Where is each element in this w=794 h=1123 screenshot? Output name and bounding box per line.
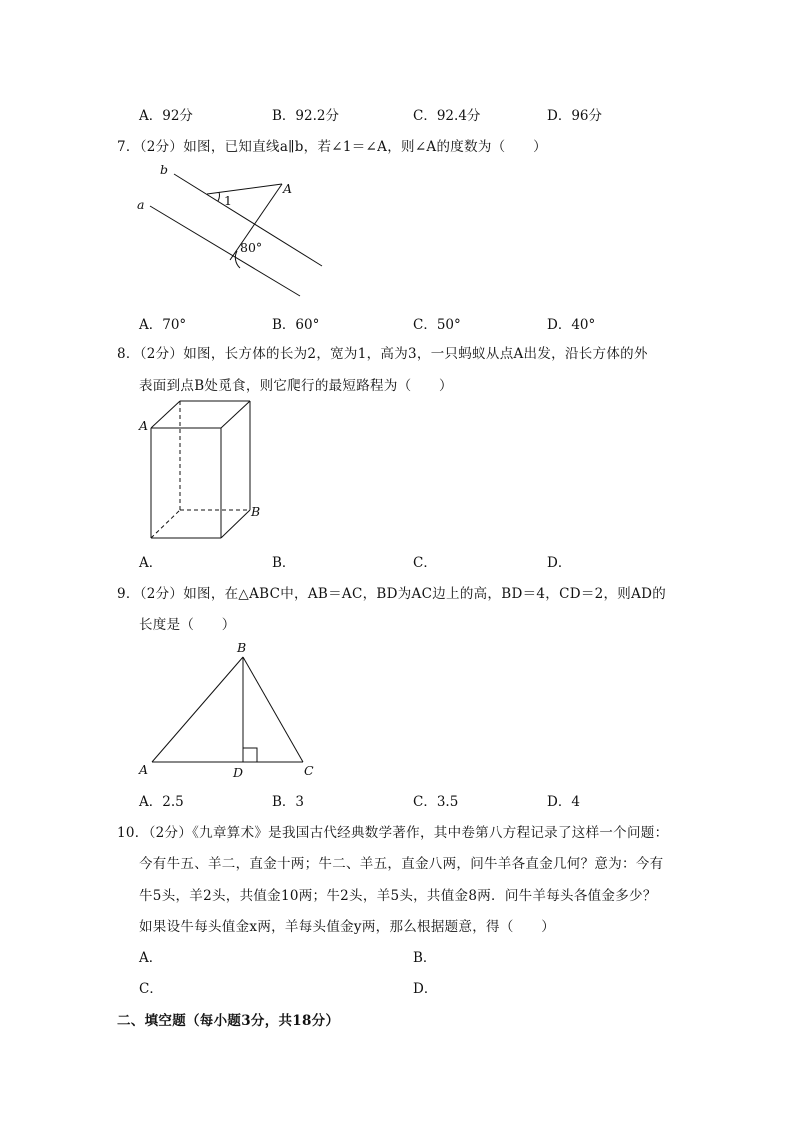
- q10-option-d: D．: [413, 981, 438, 997]
- bottom-right-edge: [221, 510, 250, 538]
- label-angle-1: 1: [224, 193, 232, 208]
- q7-option-a: A．70°: [139, 317, 187, 333]
- q9-option-c: C．3.5: [413, 794, 459, 810]
- label-B: B: [251, 504, 261, 519]
- q10-line4: 如果设牛每头值金x两，羊每头值金y两，那么根据题意，得（ ）: [139, 919, 556, 935]
- q9-stem-line2: 长度是（ ）: [139, 617, 236, 633]
- q10-option-c: C．: [139, 981, 163, 997]
- label-B: B: [237, 640, 247, 655]
- label-a: a: [137, 197, 145, 212]
- q7-option-b: B．60°: [272, 317, 320, 333]
- q7-figure: [130, 160, 340, 305]
- line-a: [150, 206, 300, 296]
- q10-line3: 牛5头，羊2头，共值金10两；牛2头，羊5头，共值金8两．问牛羊每头各值金多少？: [139, 888, 657, 904]
- right-angle-mark: [243, 748, 257, 762]
- q9-option-a: A．2.5: [139, 794, 184, 810]
- q7-option-c: C．50°: [413, 317, 461, 333]
- label-angle-80: 80°: [240, 240, 263, 255]
- section-heading-fill-in: 二、填空题（每小题3分，共18分）: [117, 1013, 340, 1029]
- label-A: A: [139, 418, 149, 433]
- q6-option-c: C．92.4分: [413, 108, 481, 124]
- q8-stem-line2: 表面到点B处觅食，则它爬行的最短路程为（ ）: [139, 378, 453, 394]
- side-BC: [243, 657, 303, 762]
- angle-1-arc: [218, 192, 219, 201]
- q8-option-d: D．: [547, 555, 572, 571]
- label-A: A: [139, 762, 149, 777]
- label-b: b: [160, 162, 169, 177]
- q9-option-b: B．3: [272, 794, 305, 810]
- segment-to-A: [207, 184, 282, 194]
- label-A: A: [283, 181, 293, 196]
- side-AB: [152, 657, 243, 762]
- q6-option-b: B．92.2分: [272, 108, 339, 124]
- q8-stem-line1: 8．（2分）如图，长方体的长为2，宽为1，高为3，一只蚂蚁从点A出发，沿长方体的外: [117, 346, 648, 362]
- q9-option-d: D．4: [547, 794, 580, 810]
- label-D: D: [233, 765, 244, 780]
- q8-option-c: C．: [413, 555, 437, 571]
- q8-option-b: B．: [272, 555, 296, 571]
- q10-line2: 今有牛五、羊二，直金十两；牛二、羊五，直金八两，问牛羊各直金几何？意为：今有: [139, 856, 664, 872]
- top-right-edge: [221, 401, 250, 428]
- hidden-bottom-left-edge: [151, 510, 180, 538]
- q10-option-a: A．: [139, 950, 163, 966]
- q6-option-d: D．96分: [547, 108, 603, 124]
- q8-option-a: A．: [139, 555, 163, 571]
- label-C: C: [304, 763, 314, 778]
- q6-option-a: A．92分: [139, 108, 193, 124]
- q9-stem-line1: 9．（2分）如图，在△ABC中，AB＝AC，BD为AC边上的高，BD＝4，CD＝2，则AD的: [117, 586, 667, 602]
- q9-figure: [132, 637, 322, 782]
- q7-stem: 7．（2分）如图，已知直线a∥b，若∠1＝∠A，则∠A的度数为（ ）: [117, 139, 547, 155]
- top-left-edge: [151, 401, 180, 428]
- q8-figure: [133, 395, 273, 545]
- q10-option-b: B．: [413, 950, 437, 966]
- q7-option-d: D．40°: [547, 317, 596, 333]
- q10-line1: 10．（2分）《九章算术》是我国古代经典数学著作，其中卷第八方程记录了这样一个问题：: [117, 825, 669, 841]
